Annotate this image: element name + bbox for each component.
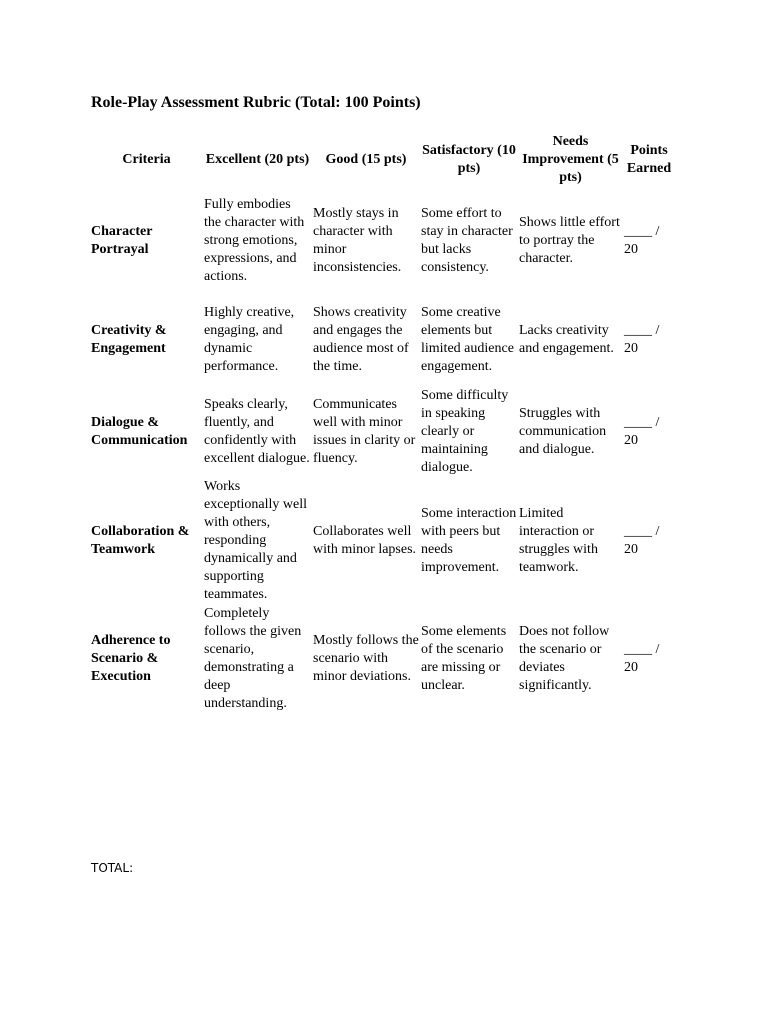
satisfactory-cell: Some difficulty in speaking clearly or maintaining dialogue. (421, 388, 509, 475)
points-earned-cell: ____ / 20 (624, 224, 660, 257)
excellent-cell: Highly creative, engaging, and dynamic performance. (204, 305, 295, 374)
table-header-row (90, 131, 675, 188)
criteria-cell: Adherence to Scenario & Execution (91, 632, 171, 684)
rubric-table (90, 131, 675, 713)
column-header-satisfactory: Satisfactory (10 pts) (422, 142, 516, 176)
satisfactory-cell: Some effort to stay in character but lacks consistency. (421, 206, 513, 275)
criteria-cell: Creativity & Engagement (91, 323, 167, 356)
needs-improvement-cell: Lacks creativity and engagement. (519, 323, 614, 356)
satisfactory-cell: Some elements of the scenario are missing or unclear. (421, 623, 507, 693)
table-row (90, 604, 675, 713)
criteria-cell: Collaboration & Teamwork (91, 524, 190, 557)
points-earned-cell: ____ / 20 (624, 323, 660, 356)
table-row (90, 386, 675, 478)
good-cell: Shows creativity and engages the audience most of the time. (313, 305, 409, 374)
needs-improvement-cell: Does not follow the scenario or deviates significantly. (519, 623, 610, 693)
satisfactory-cell: Some interaction with peers but needs improvement. (421, 506, 517, 575)
needs-improvement-cell: Shows little effort to portray the character. (519, 215, 620, 266)
points-earned-cell: ____ / 20 (624, 415, 660, 448)
criteria-cell: Character Portrayal (91, 224, 153, 257)
criteria-cell: Dialogue & Communication (91, 415, 188, 448)
needs-improvement-cell: Limited interaction or struggles with teamwork. (519, 506, 598, 575)
page-title: Role-Play Assessment Rubric (Total: 100 Points) (91, 94, 421, 111)
excellent-cell: Fully embodies the character with strong emotions, expressions, and actions. (204, 197, 305, 284)
points-earned-cell: ____ / 20 (624, 641, 660, 675)
good-cell: Communicates well with minor issues in clarity or fluency. (313, 397, 416, 466)
table-row (90, 478, 675, 604)
column-header-good: Good (15 pts) (325, 151, 407, 167)
total-label: TOTAL: (91, 861, 134, 875)
column-header-criteria: Criteria (122, 151, 171, 167)
column-header-needs-improvement: Needs Improvement (5 pts) (522, 133, 619, 185)
good-cell: Collaborates well with minor lapses. (313, 524, 417, 557)
excellent-cell: Speaks clearly, fluently, and confidently with excellent dialogue. (204, 397, 310, 466)
table-row (90, 188, 675, 294)
good-cell: Mostly follows the scenario with minor deviations. (313, 632, 419, 684)
needs-improvement-cell: Struggles with communication and dialogue. (519, 406, 607, 457)
good-cell: Mostly stays in character with minor inconsistencies. (313, 206, 402, 275)
table-row (90, 294, 675, 386)
excellent-cell: Completely follows the given scenario, demonstrating a deep understanding. (204, 605, 302, 711)
satisfactory-cell: Some creative elements but limited audience engagement. (421, 305, 514, 374)
excellent-cell: Works exceptionally well with others, responding dynamically and supporting teammates. (204, 479, 308, 602)
column-header-points-earned: Points Earned (626, 142, 672, 176)
column-header-excellent: Excellent (20 pts) (205, 151, 310, 167)
points-earned-cell: ____ / 20 (624, 524, 660, 557)
